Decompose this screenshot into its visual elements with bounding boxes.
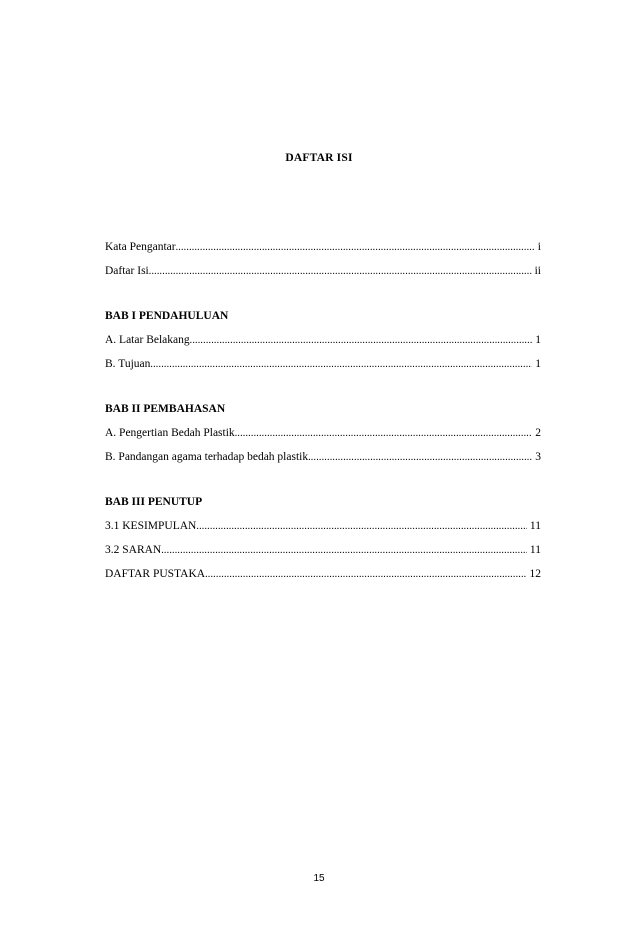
toc-entry-daftar-pustaka bbox=[105, 567, 541, 591]
toc-entry-latar-belakang bbox=[105, 333, 541, 357]
toc-entry-label: A. Latar Belakang bbox=[105, 334, 190, 346]
table-of-contents bbox=[105, 240, 541, 591]
dot-leader bbox=[176, 241, 535, 255]
toc-entry-page: 1 bbox=[535, 334, 541, 346]
toc-entry-label: Daftar Isi bbox=[105, 265, 149, 277]
toc-entry-page: 11 bbox=[529, 520, 541, 532]
dot-leader bbox=[149, 265, 532, 279]
toc-entry-daftar-isi bbox=[105, 264, 541, 288]
dot-leader bbox=[308, 451, 532, 465]
section-heading-bab-3: BAB III PENUTUP bbox=[105, 496, 203, 508]
dot-leader bbox=[235, 427, 533, 441]
toc-entry-tujuan bbox=[105, 357, 541, 381]
toc-entry-label: Kata Pengantar bbox=[105, 241, 176, 253]
toc-entry-pandangan-agama bbox=[105, 450, 541, 474]
toc-entry-label: 3.2 SARAN bbox=[105, 544, 162, 556]
dot-leader bbox=[196, 520, 527, 534]
page-number: 15 bbox=[313, 873, 325, 884]
toc-entry-label: B. Tujuan bbox=[105, 358, 151, 370]
toc-entry-page: 2 bbox=[535, 427, 541, 439]
toc-entry-page: 3 bbox=[535, 451, 541, 463]
dot-leader bbox=[150, 358, 532, 372]
dot-leader bbox=[161, 544, 527, 558]
section-heading-bab-1: BAB I PENDAHULUAN bbox=[105, 310, 229, 322]
page-title: DAFTAR ISI bbox=[285, 152, 353, 164]
toc-entry-page: i bbox=[537, 241, 541, 253]
toc-entry-saran bbox=[105, 543, 541, 567]
toc-entry-kesimpulan bbox=[105, 519, 541, 543]
toc-entry-label: A. Pengertian Bedah Plastik bbox=[105, 427, 235, 439]
toc-entry-page: 12 bbox=[529, 568, 541, 580]
toc-entry-pengertian bbox=[105, 426, 541, 450]
toc-entry-label: B. Pandangan agama terhadap bedah plastik bbox=[105, 451, 309, 463]
toc-entry-page: ii bbox=[534, 265, 541, 277]
dot-leader bbox=[205, 568, 526, 582]
toc-entry-kata-pengantar bbox=[105, 240, 541, 264]
dot-leader bbox=[190, 334, 533, 348]
toc-entry-page: 11 bbox=[529, 544, 541, 556]
toc-entry-label: DAFTAR PUSTAKA bbox=[105, 568, 206, 580]
toc-entry-page: 1 bbox=[535, 358, 541, 370]
section-heading-bab-2: BAB II PEMBAHASAN bbox=[105, 403, 226, 415]
toc-entry-label: 3.1 KESIMPULAN bbox=[105, 520, 197, 532]
